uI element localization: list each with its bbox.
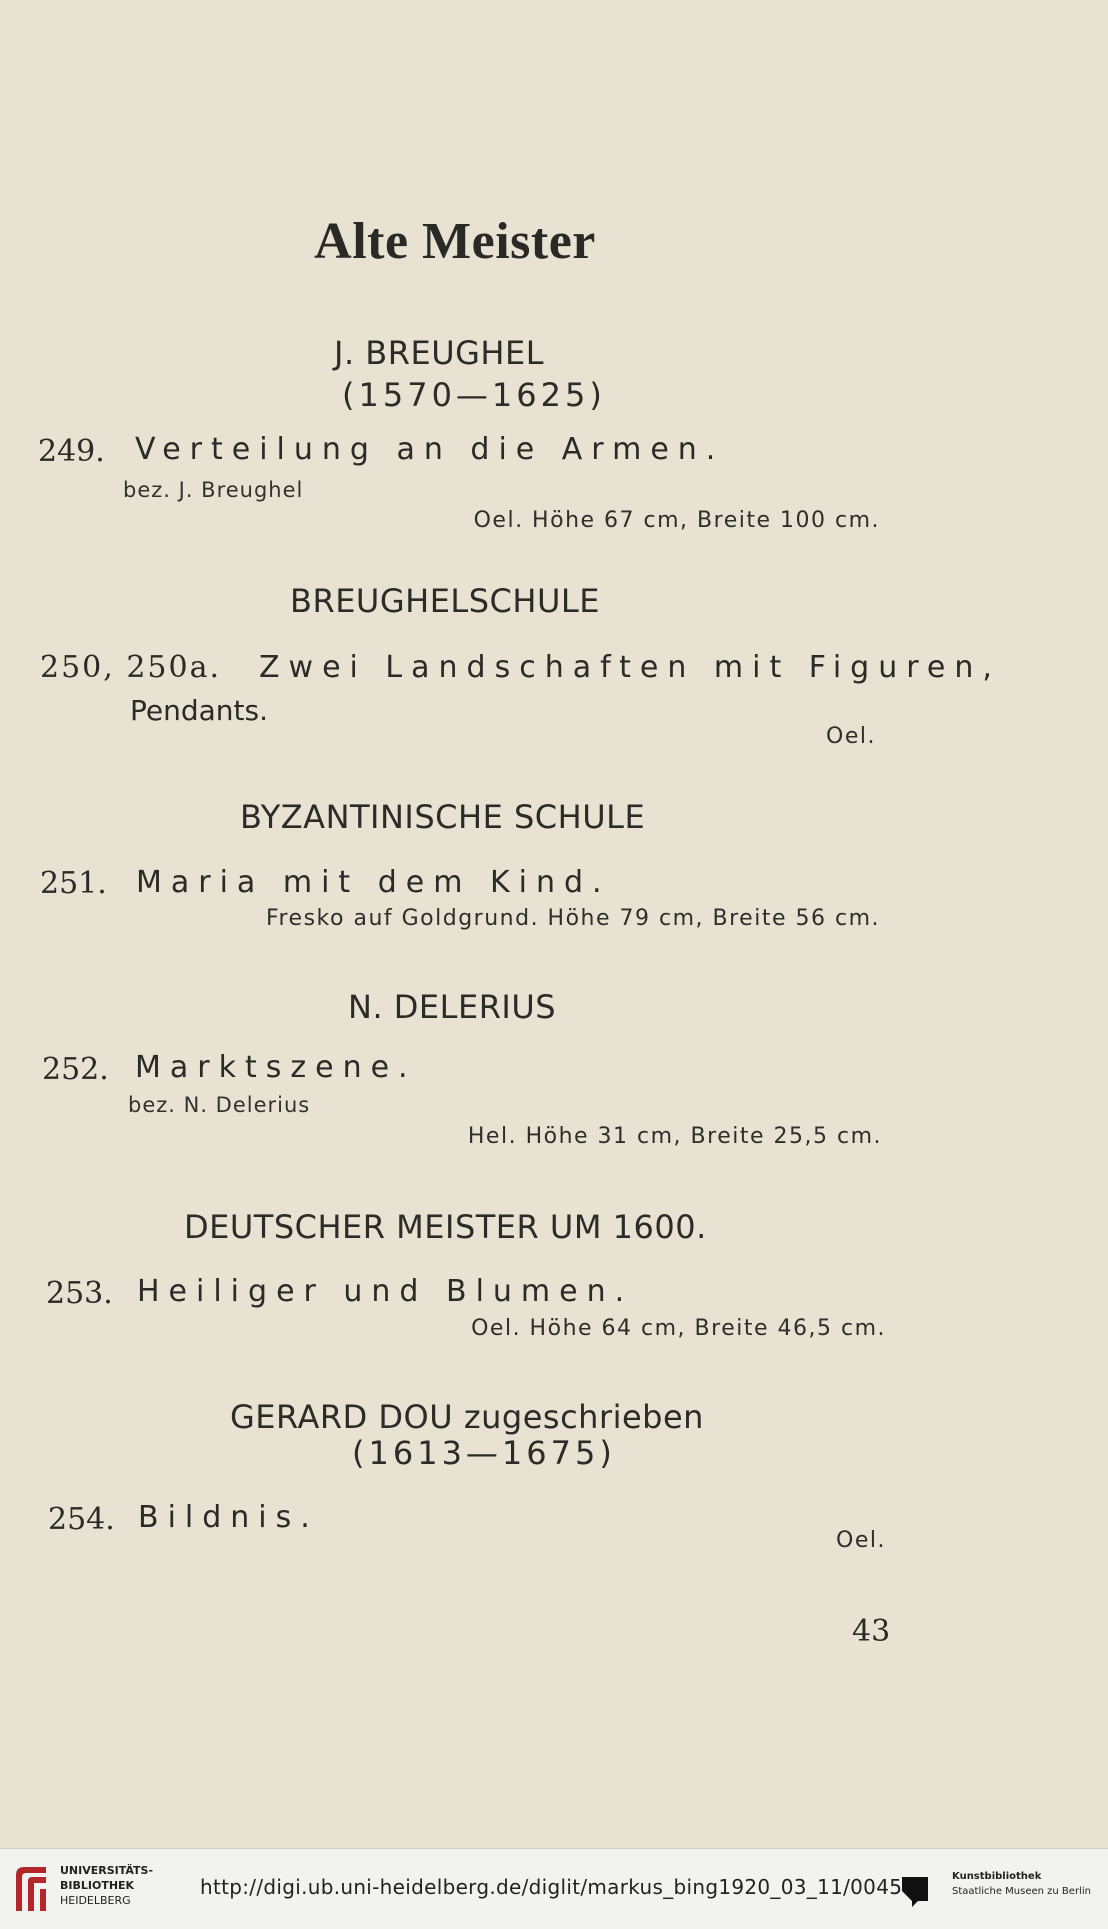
- lot-signature: bez. N. Delerius: [128, 1093, 311, 1117]
- lot-number: 252.: [42, 1052, 109, 1087]
- lot-number: 253.: [46, 1276, 113, 1311]
- lot-details: Hel. Höhe 31 cm, Breite 25,5 cm.: [467, 1124, 882, 1149]
- page-number: 43: [852, 1614, 891, 1649]
- artist-dates: (1570—1625): [342, 376, 606, 414]
- lot-details: Oel. Höhe 67 cm, Breite 100 cm.: [473, 508, 880, 533]
- footer-bar: [0, 1848, 1108, 1929]
- lot-title: Maria mit dem Kind.: [136, 865, 611, 900]
- lot-title: Bildnis.: [138, 1500, 319, 1535]
- artist-dates: (1613—1675): [352, 1434, 616, 1472]
- library-name-line: UNIVERSITÄTS-: [60, 1864, 154, 1877]
- document-url-link[interactable]: http://digi.ub.uni-heidelberg.de/diglit/markus_bing1920_03_11/0045: [200, 1875, 903, 1899]
- artist-heading: BYZANTINISCHE SCHULE: [240, 798, 646, 836]
- lot-title: Zwei Landschaften mit Figuren,: [259, 650, 1001, 685]
- artist-heading: J. BREUGHEL: [334, 334, 545, 372]
- lot-number: 250, 250a.: [40, 650, 222, 685]
- university-library-name: [60, 1863, 153, 1908]
- kunstbibliothek-name: [952, 1869, 1091, 1899]
- artist-heading: BREUGHELSCHULE: [290, 582, 600, 620]
- lot-number: 251.: [40, 866, 107, 901]
- partner-name: Kunstbibliothek: [952, 1871, 1042, 1882]
- lot-title: Verteilung an die Armen.: [135, 432, 725, 467]
- university-library-logo-icon[interactable]: [12, 1861, 52, 1917]
- lot-number: 249.: [38, 434, 105, 469]
- library-name-line: HEIDELBERG: [60, 1894, 131, 1907]
- lot-signature: bez. J. Breughel: [123, 478, 304, 502]
- partner-subtitle: Staatliche Museen zu Berlin: [952, 1886, 1091, 1897]
- artist-heading: DEUTSCHER MEISTER UM 1600.: [184, 1208, 707, 1246]
- library-name-line: BIBLIOTHEK: [60, 1879, 135, 1892]
- lot-details: Oel.: [836, 1528, 886, 1553]
- lot-details: Oel. Höhe 64 cm, Breite 46,5 cm.: [471, 1316, 886, 1341]
- lot-details: Oel.: [826, 724, 876, 749]
- artist-heading: GERARD DOU zugeschrieben: [230, 1398, 704, 1436]
- artist-heading: N. DELERIUS: [348, 988, 557, 1026]
- lot-continuation: Pendants.: [130, 694, 269, 727]
- lot-number: 254.: [48, 1502, 115, 1537]
- lot-details: Fresko auf Goldgrund. Höhe 79 cm, Breite 56 cm.: [265, 906, 880, 931]
- lot-title: Marktszene.: [135, 1050, 417, 1085]
- page-title: Alte Meister: [314, 213, 596, 270]
- lot-title: Heiliger und Blumen.: [137, 1274, 634, 1309]
- kunstbibliothek-logo-icon[interactable]: [902, 1871, 928, 1907]
